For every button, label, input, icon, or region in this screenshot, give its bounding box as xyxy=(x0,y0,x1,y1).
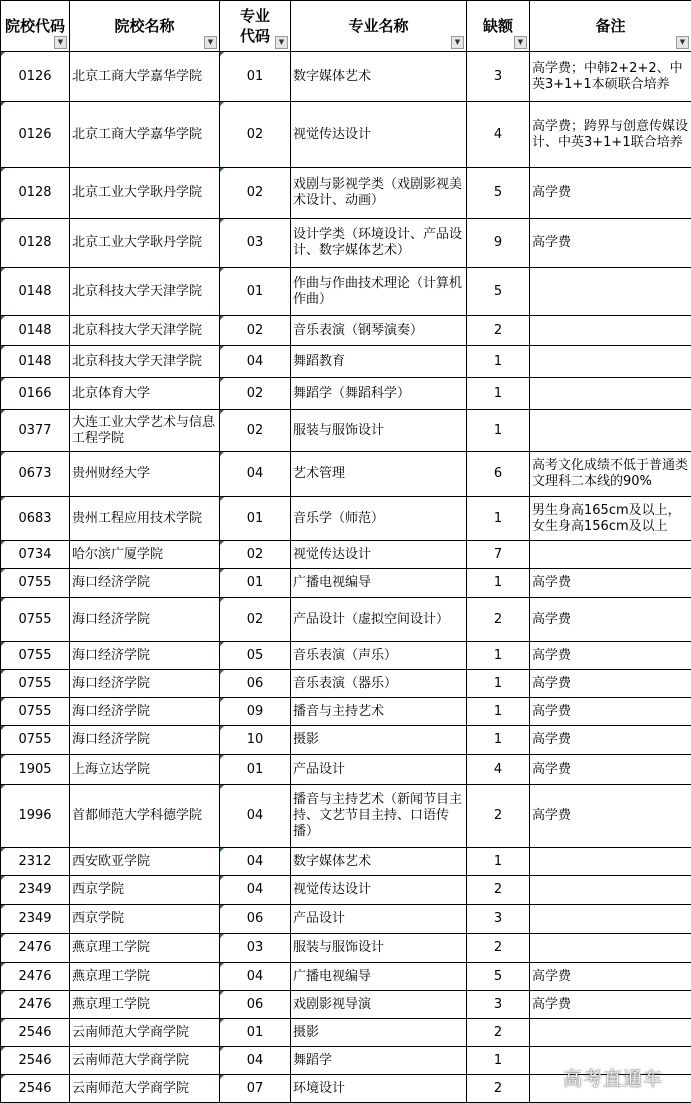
header-label: 专业代码 xyxy=(240,7,271,45)
text-number-indicator-icon xyxy=(220,934,224,938)
text-number-indicator-icon xyxy=(1,102,5,106)
cell-school-code: 0755 xyxy=(1,642,70,670)
cell-school-name: 首都师范大学科德学院 xyxy=(70,785,220,848)
text-number-indicator-icon xyxy=(220,848,224,852)
cell-school-name: 燕京理工学院 xyxy=(70,991,220,1019)
cell-school-name: 海口经济学院 xyxy=(70,698,220,726)
cell-school-name: 贵州财经大学 xyxy=(70,452,220,497)
table-row xyxy=(1,755,691,785)
cell-remarks xyxy=(530,848,691,876)
cell-school-code: 2546 xyxy=(1,1047,70,1075)
cell-remarks: 高考文化成绩不低于普通类文理科二本线的90% xyxy=(530,452,691,497)
text-number-indicator-icon xyxy=(1,268,5,272)
header-major-name xyxy=(291,1,467,52)
text-number-indicator-icon xyxy=(1,1047,5,1051)
text-number-indicator-icon xyxy=(220,102,224,106)
cell-major-name: 产品设计 xyxy=(291,755,467,785)
cell-school-name: 海口经济学院 xyxy=(70,726,220,755)
text-number-indicator-icon xyxy=(1,1019,5,1023)
cell-school-code: 0166 xyxy=(1,378,70,410)
text-number-indicator-icon xyxy=(220,1019,224,1023)
text-number-indicator-icon xyxy=(220,991,224,995)
cell-major-name: 舞蹈教育 xyxy=(291,346,467,378)
cell-school-name: 云南师范大学商学院 xyxy=(70,1047,220,1075)
cell-vacancy: 6 xyxy=(467,452,530,497)
cell-major-code: 02 xyxy=(220,316,291,346)
cell-vacancy: 2 xyxy=(467,934,530,963)
cell-vacancy: 1 xyxy=(467,698,530,726)
cell-major-code: 01 xyxy=(220,52,291,102)
cell-school-code: 0755 xyxy=(1,698,70,726)
cell-major-name: 产品设计（虚拟空间设计） xyxy=(291,598,467,642)
cell-school-code: 0148 xyxy=(1,316,70,346)
cell-remarks: 高学费；中韩2+2+2、中英3+1+1本硕联合培养 xyxy=(530,52,691,102)
cell-school-code: 2546 xyxy=(1,1019,70,1047)
cell-vacancy: 2 xyxy=(467,316,530,346)
cell-vacancy: 1 xyxy=(467,569,530,598)
header-school-code xyxy=(1,1,70,52)
text-number-indicator-icon xyxy=(1,410,5,414)
cell-vacancy: 7 xyxy=(467,541,530,569)
cell-vacancy: 2 xyxy=(467,785,530,848)
header-label: 院校代码 xyxy=(4,17,65,35)
cell-vacancy: 1 xyxy=(467,642,530,670)
cell-vacancy: 5 xyxy=(467,168,530,219)
table-row xyxy=(1,268,691,316)
text-number-indicator-icon xyxy=(1,934,5,938)
text-number-indicator-icon xyxy=(220,905,224,909)
cell-remarks: 男生身高165cm及以上，女生身高156cm及以上 xyxy=(530,497,691,541)
text-number-indicator-icon xyxy=(220,497,224,501)
text-number-indicator-icon xyxy=(1,569,5,573)
cell-major-code: 06 xyxy=(220,905,291,934)
cell-major-code: 03 xyxy=(220,219,291,268)
cell-vacancy: 4 xyxy=(467,755,530,785)
text-number-indicator-icon xyxy=(1,452,5,456)
cell-major-name: 视觉传达设计 xyxy=(291,876,467,905)
text-number-indicator-icon xyxy=(1,963,5,967)
cell-school-code: 0126 xyxy=(1,102,70,168)
text-number-indicator-icon xyxy=(220,168,224,172)
cell-remarks: 高学费 xyxy=(530,168,691,219)
cell-school-code: 0148 xyxy=(1,346,70,378)
cell-school-name: 云南师范大学商学院 xyxy=(70,1075,220,1103)
text-number-indicator-icon xyxy=(1,876,5,880)
table-row xyxy=(1,848,691,876)
cell-major-name: 舞蹈学（舞蹈科学） xyxy=(291,378,467,410)
cell-remarks: 高学费 xyxy=(530,785,691,848)
cell-remarks: 高学费 xyxy=(530,219,691,268)
text-number-indicator-icon xyxy=(1,848,5,852)
text-number-indicator-icon xyxy=(220,598,224,602)
cell-major-code: 04 xyxy=(220,346,291,378)
cell-vacancy: 2 xyxy=(467,1019,530,1047)
cell-major-name: 舞蹈学 xyxy=(291,1047,467,1075)
table-row xyxy=(1,378,691,410)
text-number-indicator-icon xyxy=(220,963,224,967)
text-number-indicator-icon xyxy=(220,52,224,56)
cell-school-code: 0734 xyxy=(1,541,70,569)
cell-school-code: 0673 xyxy=(1,452,70,497)
cell-major-name: 作曲与作曲技术理论（计算机作曲） xyxy=(291,268,467,316)
text-number-indicator-icon xyxy=(220,316,224,320)
cell-school-name: 燕京理工学院 xyxy=(70,963,220,991)
cell-remarks xyxy=(530,346,691,378)
table-row xyxy=(1,698,691,726)
cell-major-name: 广播电视编导 xyxy=(291,569,467,598)
cell-major-name: 音乐表演（声乐） xyxy=(291,642,467,670)
text-number-indicator-icon xyxy=(1,168,5,172)
text-number-indicator-icon xyxy=(220,642,224,646)
cell-major-name: 戏剧与影视学类（戏剧影视美术设计、动画） xyxy=(291,168,467,219)
text-number-indicator-icon xyxy=(1,670,5,674)
cell-remarks xyxy=(530,934,691,963)
text-number-indicator-icon xyxy=(1,785,5,789)
cell-school-name: 海口经济学院 xyxy=(70,670,220,698)
filter-dropdown-icon[interactable]: ▼ xyxy=(275,36,288,49)
cell-remarks: 高学费 xyxy=(530,598,691,642)
header-row xyxy=(1,1,691,52)
cell-major-code: 01 xyxy=(220,1019,291,1047)
cell-vacancy: 1 xyxy=(467,848,530,876)
cell-major-name: 服装与服饰设计 xyxy=(291,934,467,963)
cell-school-code: 2349 xyxy=(1,905,70,934)
cell-school-name: 贵州工程应用技术学院 xyxy=(70,497,220,541)
cell-remarks xyxy=(530,541,691,569)
cell-school-code: 0377 xyxy=(1,410,70,452)
cell-vacancy: 1 xyxy=(467,670,530,698)
text-number-indicator-icon xyxy=(220,541,224,545)
cell-major-code: 02 xyxy=(220,102,291,168)
text-number-indicator-icon xyxy=(1,726,5,730)
cell-remarks: 高学费 xyxy=(530,963,691,991)
cell-school-code: 1996 xyxy=(1,785,70,848)
cell-major-code: 04 xyxy=(220,848,291,876)
cell-vacancy: 4 xyxy=(467,102,530,168)
text-number-indicator-icon xyxy=(1,642,5,646)
cell-remarks: 高学费 xyxy=(530,670,691,698)
cell-major-code: 10 xyxy=(220,726,291,755)
cell-major-name: 产品设计 xyxy=(291,905,467,934)
table-row xyxy=(1,785,691,848)
cell-major-code: 02 xyxy=(220,410,291,452)
cell-major-name: 视觉传达设计 xyxy=(291,541,467,569)
text-number-indicator-icon xyxy=(1,755,5,759)
cell-remarks xyxy=(530,876,691,905)
cell-school-name: 北京工业大学耿丹学院 xyxy=(70,168,220,219)
text-number-indicator-icon xyxy=(220,219,224,223)
cell-major-name: 艺术管理 xyxy=(291,452,467,497)
cell-vacancy: 1 xyxy=(467,378,530,410)
cell-vacancy: 2 xyxy=(467,876,530,905)
watermark: 高考直通车 xyxy=(562,1068,663,1090)
header-vacancy xyxy=(467,1,530,52)
cell-major-name: 视觉传达设计 xyxy=(291,102,467,168)
cell-school-code: 0128 xyxy=(1,219,70,268)
cell-school-name: 海口经济学院 xyxy=(70,598,220,642)
filter-dropdown-icon[interactable]: ▼ xyxy=(204,36,217,49)
cell-school-code: 0148 xyxy=(1,268,70,316)
text-number-indicator-icon xyxy=(220,755,224,759)
cell-school-code: 0755 xyxy=(1,670,70,698)
table-row xyxy=(1,991,691,1019)
cell-major-name: 播音与主持艺术（新闻节目主持、文艺节目主持、口语传播） xyxy=(291,785,467,848)
cell-school-name: 上海立达学院 xyxy=(70,755,220,785)
filter-dropdown-icon[interactable]: ▼ xyxy=(514,36,527,49)
table-row xyxy=(1,905,691,934)
table-row xyxy=(1,52,691,102)
cell-major-code: 01 xyxy=(220,268,291,316)
text-number-indicator-icon xyxy=(220,726,224,730)
cell-school-name: 海口经济学院 xyxy=(70,642,220,670)
cell-school-code: 2349 xyxy=(1,876,70,905)
text-number-indicator-icon xyxy=(220,670,224,674)
cell-major-name: 音乐表演（器乐） xyxy=(291,670,467,698)
cell-vacancy: 1 xyxy=(467,1047,530,1075)
cell-school-name: 西京学院 xyxy=(70,876,220,905)
cell-school-code: 1905 xyxy=(1,755,70,785)
cell-major-name: 戏剧影视导演 xyxy=(291,991,467,1019)
cell-school-name: 哈尔滨广厦学院 xyxy=(70,541,220,569)
cell-remarks: 高学费 xyxy=(530,991,691,1019)
table-row xyxy=(1,497,691,541)
text-number-indicator-icon xyxy=(220,378,224,382)
table-row xyxy=(1,316,691,346)
cell-school-name: 西京学院 xyxy=(70,905,220,934)
cell-major-name: 服装与服饰设计 xyxy=(291,410,467,452)
table-row xyxy=(1,569,691,598)
text-number-indicator-icon xyxy=(220,785,224,789)
cell-vacancy: 1 xyxy=(467,497,530,541)
cell-school-code: 2546 xyxy=(1,1075,70,1103)
filter-dropdown-icon[interactable]: ▼ xyxy=(54,36,67,49)
table-row xyxy=(1,541,691,569)
cell-major-code: 06 xyxy=(220,670,291,698)
cell-vacancy: 2 xyxy=(467,1075,530,1103)
text-number-indicator-icon xyxy=(1,316,5,320)
cell-school-code: 0755 xyxy=(1,726,70,755)
text-number-indicator-icon xyxy=(220,698,224,702)
header-label: 备注 xyxy=(595,17,626,35)
header-remarks xyxy=(530,1,691,52)
text-number-indicator-icon xyxy=(1,698,5,702)
header-label: 院校名称 xyxy=(114,17,175,35)
header-label: 专业名称 xyxy=(348,17,409,35)
text-number-indicator-icon xyxy=(220,346,224,350)
text-number-indicator-icon xyxy=(220,268,224,272)
text-number-indicator-icon xyxy=(220,1075,224,1079)
cell-vacancy: 3 xyxy=(467,991,530,1019)
cell-major-code: 07 xyxy=(220,1075,291,1103)
cell-major-code: 02 xyxy=(220,541,291,569)
cell-major-code: 03 xyxy=(220,934,291,963)
cell-school-code: 2476 xyxy=(1,991,70,1019)
table-row xyxy=(1,642,691,670)
text-number-indicator-icon xyxy=(1,219,5,223)
cell-school-name: 海口经济学院 xyxy=(70,569,220,598)
text-number-indicator-icon xyxy=(1,598,5,602)
table-row xyxy=(1,876,691,905)
cell-major-code: 04 xyxy=(220,452,291,497)
cell-major-name: 摄影 xyxy=(291,726,467,755)
cell-remarks xyxy=(530,316,691,346)
cell-vacancy: 1 xyxy=(467,726,530,755)
cell-vacancy: 3 xyxy=(467,52,530,102)
cell-major-code: 04 xyxy=(220,876,291,905)
cell-school-name: 北京科技大学天津学院 xyxy=(70,316,220,346)
cell-school-code: 0755 xyxy=(1,569,70,598)
cell-major-name: 数字媒体艺术 xyxy=(291,52,467,102)
cell-major-code: 04 xyxy=(220,785,291,848)
cell-major-name: 数字媒体艺术 xyxy=(291,848,467,876)
cell-major-code: 06 xyxy=(220,991,291,1019)
table-row xyxy=(1,168,691,219)
table-row xyxy=(1,219,691,268)
cell-major-name: 音乐表演（钢琴演奏） xyxy=(291,316,467,346)
text-number-indicator-icon xyxy=(1,541,5,545)
cell-major-code: 05 xyxy=(220,642,291,670)
cell-vacancy: 9 xyxy=(467,219,530,268)
cell-vacancy: 3 xyxy=(467,905,530,934)
cell-major-code: 04 xyxy=(220,963,291,991)
cell-school-code: 0683 xyxy=(1,497,70,541)
table-row xyxy=(1,452,691,497)
cell-school-name: 燕京理工学院 xyxy=(70,934,220,963)
cell-vacancy: 5 xyxy=(467,963,530,991)
cell-remarks: 高学费 xyxy=(530,569,691,598)
cell-major-code: 04 xyxy=(220,1047,291,1075)
cell-vacancy: 1 xyxy=(467,346,530,378)
cell-vacancy: 5 xyxy=(467,268,530,316)
cell-school-code: 0755 xyxy=(1,598,70,642)
cell-major-code: 02 xyxy=(220,378,291,410)
cell-school-code: 0126 xyxy=(1,52,70,102)
cell-vacancy: 2 xyxy=(467,598,530,642)
text-number-indicator-icon xyxy=(220,1047,224,1051)
cell-remarks: 高学费 xyxy=(530,698,691,726)
text-number-indicator-icon xyxy=(220,569,224,573)
cell-major-code: 01 xyxy=(220,755,291,785)
text-number-indicator-icon xyxy=(1,378,5,382)
cell-school-name: 北京科技大学天津学院 xyxy=(70,346,220,378)
cell-school-name: 北京工业大学耿丹学院 xyxy=(70,219,220,268)
cell-school-name: 北京工商大学嘉华学院 xyxy=(70,102,220,168)
cell-school-name: 大连工业大学艺术与信息工程学院 xyxy=(70,410,220,452)
filter-dropdown-icon[interactable]: ▼ xyxy=(676,36,689,49)
cell-remarks: 高学费 xyxy=(530,726,691,755)
table-row xyxy=(1,410,691,452)
cell-major-code: 09 xyxy=(220,698,291,726)
table-row xyxy=(1,598,691,642)
cell-remarks xyxy=(530,410,691,452)
header-label: 缺额 xyxy=(482,17,513,35)
cell-major-name: 音乐学（师范） xyxy=(291,497,467,541)
cell-remarks xyxy=(530,378,691,410)
table-row xyxy=(1,726,691,755)
cell-school-code: 0128 xyxy=(1,168,70,219)
cell-remarks xyxy=(530,268,691,316)
text-number-indicator-icon xyxy=(1,1075,5,1079)
cell-major-name: 摄影 xyxy=(291,1019,467,1047)
cell-school-name: 北京工商大学嘉华学院 xyxy=(70,52,220,102)
table-row xyxy=(1,963,691,991)
cell-remarks: 高学费 xyxy=(530,642,691,670)
cell-major-code: 02 xyxy=(220,168,291,219)
cell-school-code: 2476 xyxy=(1,934,70,963)
text-number-indicator-icon xyxy=(1,991,5,995)
cell-remarks: 高学费；跨界与创意传媒设计、中英3+1+1联合培养 xyxy=(530,102,691,168)
cell-school-name: 北京科技大学天津学院 xyxy=(70,268,220,316)
text-number-indicator-icon xyxy=(1,346,5,350)
text-number-indicator-icon xyxy=(220,876,224,880)
table-row xyxy=(1,346,691,378)
cell-major-name: 播音与主持艺术 xyxy=(291,698,467,726)
text-number-indicator-icon xyxy=(1,497,5,501)
cell-major-code: 01 xyxy=(220,569,291,598)
cell-major-name: 设计学类（环境设计、产品设计、数字媒体艺术） xyxy=(291,219,467,268)
table-row xyxy=(1,102,691,168)
table-row xyxy=(1,934,691,963)
cell-remarks xyxy=(530,905,691,934)
filter-dropdown-icon[interactable]: ▼ xyxy=(451,36,464,49)
table-row xyxy=(1,670,691,698)
header-major-code xyxy=(220,1,291,52)
cell-school-code: 2476 xyxy=(1,963,70,991)
cell-remarks xyxy=(530,1019,691,1047)
cell-remarks: 高学费 xyxy=(530,755,691,785)
text-number-indicator-icon xyxy=(220,410,224,414)
text-number-indicator-icon xyxy=(1,52,5,56)
cell-major-name: 广播电视编导 xyxy=(291,963,467,991)
cell-school-name: 北京体育大学 xyxy=(70,378,220,410)
cell-major-code: 01 xyxy=(220,497,291,541)
cell-major-code: 02 xyxy=(220,598,291,642)
cell-school-name: 西安欧亚学院 xyxy=(70,848,220,876)
header-school-name xyxy=(70,1,220,52)
cell-vacancy: 1 xyxy=(467,410,530,452)
table-row xyxy=(1,1019,691,1047)
cell-school-code: 2312 xyxy=(1,848,70,876)
text-number-indicator-icon xyxy=(220,452,224,456)
cell-major-name: 环境设计 xyxy=(291,1075,467,1103)
text-number-indicator-icon xyxy=(1,905,5,909)
cell-school-name: 云南师范大学商学院 xyxy=(70,1019,220,1047)
